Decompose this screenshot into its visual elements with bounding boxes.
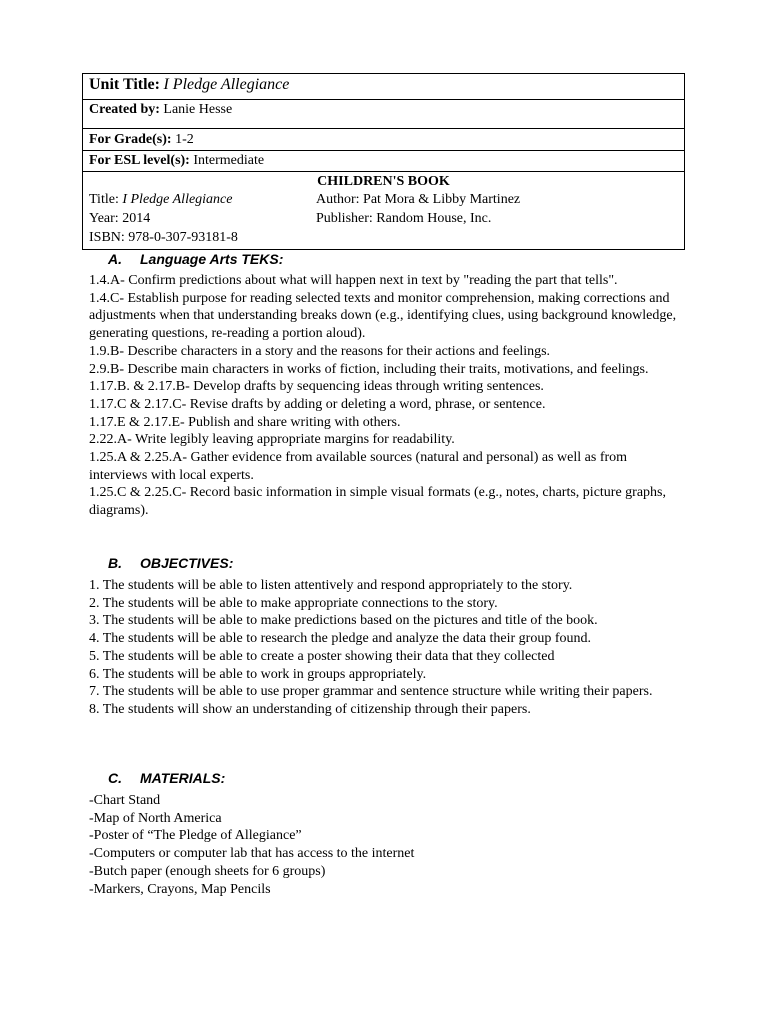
- list-item: 2.9.B- Describe main characters in works of fiction, including their traits, motivations, and feelings.: [89, 361, 649, 377]
- unit-title-row: [83, 74, 685, 100]
- teks-heading: [108, 251, 283, 267]
- list-item: 7. The students will be able to use proper grammar and sentence structure while writing their papers.: [89, 684, 653, 700]
- teks-title: Language Arts TEKS:: [140, 251, 284, 267]
- esl-level-label: For ESL level(s):: [89, 153, 190, 168]
- unit-title-label: Unit Title:: [89, 76, 160, 93]
- childrens-book-heading: CHILDREN'S BOOK: [317, 174, 450, 189]
- list-item: 5. The students will be able to create a poster showing their data that they collected: [89, 648, 555, 664]
- list-item: 1.25.C & 2.25.C- Record basic information in simple visual formats (e.g., notes, charts, picture graphs, diagrams).: [89, 485, 666, 519]
- created-by-label: Created by:: [89, 102, 160, 117]
- list-item: -Butch paper (enough sheets for 6 groups): [89, 863, 326, 879]
- list-item: 1.17.E & 2.17.E- Publish and share writing with others.: [89, 414, 401, 430]
- list-item: 1.25.A & 2.25.A- Gather evidence from available sources (natural and personal) as well as from interviews with local experts.: [89, 450, 628, 483]
- book-isbn: ISBN: 978-0-307-93181-8: [89, 230, 238, 245]
- list-item: -Computers or computer lab that has access to the internet: [89, 846, 415, 862]
- esl-level-value: Intermediate: [193, 153, 265, 168]
- unit-title-value: I Pledge Allegiance: [163, 76, 290, 93]
- objectives-title: OBJECTIVES:: [140, 555, 234, 571]
- objectives-heading: [108, 555, 233, 571]
- list-item: 1.9.B- Describe characters in a story and the reasons for their actions and feelings.: [89, 343, 551, 359]
- grade-label: For Grade(s):: [89, 132, 172, 147]
- list-item: 2.22.A- Write legibly leaving appropriate margins for readability.: [89, 432, 455, 448]
- list-item: -Poster of “The Pledge of Allegiance”: [89, 828, 302, 844]
- book-publisher: Publisher: Random House, Inc.: [316, 211, 492, 226]
- list-item: 3. The students will be able to make predictions based on the pictures and title of the book.: [89, 613, 598, 629]
- materials-title: MATERIALS:: [140, 770, 226, 786]
- list-item: 1.17.B. & 2.17.B- Develop drafts by sequencing ideas through writing sentences.: [89, 379, 544, 395]
- list-item: 1. The students will be able to listen attentively and respond appropriately to the story.: [89, 578, 573, 593]
- list-item: 2. The students will be able to make appropriate connections to the story.: [89, 595, 498, 611]
- list-item: 1.4.A- Confirm predictions about what will happen next in text by "reading the part that tells".: [89, 273, 618, 288]
- objectives-letter: B.: [108, 555, 122, 571]
- list-item: 1.4.C- Establish purpose for reading selected texts and monitor comprehension, making corrections and adjustments when that understanding breaks down (e.g., identifying clues, using background knowledge, generating questions, re-reading a portion aloud).: [89, 290, 677, 342]
- teks-letter: A.: [108, 251, 122, 267]
- grade-row: [83, 129, 685, 151]
- grade-value: 1-2: [175, 132, 194, 147]
- created-by-row: [83, 100, 685, 129]
- childrens-book-row: [83, 172, 685, 250]
- book-title: [89, 191, 316, 209]
- book-title-label: Title:: [89, 192, 119, 207]
- materials-heading: [108, 770, 225, 786]
- teks-list: [89, 272, 679, 520]
- list-item: -Markers, Crayons, Map Pencils: [89, 881, 271, 897]
- created-by-value: Lanie Hesse: [163, 102, 233, 117]
- book-author: Author: Pat Mora & Libby Martinez: [316, 192, 521, 207]
- book-details: [89, 191, 678, 247]
- materials-list: [89, 792, 679, 898]
- list-item: 6. The students will be able to work in groups appropriately.: [89, 666, 427, 682]
- unit-info-table: [82, 73, 685, 250]
- materials-letter: C.: [108, 770, 122, 786]
- list-item: 1.17.C & 2.17.C- Revise drafts by adding or deleting a word, phrase, or sentence.: [89, 396, 546, 412]
- list-item: 8. The students will show an understanding of citizenship through their papers.: [89, 701, 531, 717]
- list-item: -Chart Stand: [89, 793, 161, 808]
- book-year: Year: 2014: [89, 211, 151, 226]
- list-item: -Map of North America: [89, 810, 222, 826]
- list-item: 4. The students will be able to research the pledge and analyze the data their group found.: [89, 631, 592, 647]
- book-title-value: I Pledge Allegiance: [122, 192, 233, 207]
- objectives-list: [89, 577, 679, 719]
- esl-level-row: [83, 151, 685, 172]
